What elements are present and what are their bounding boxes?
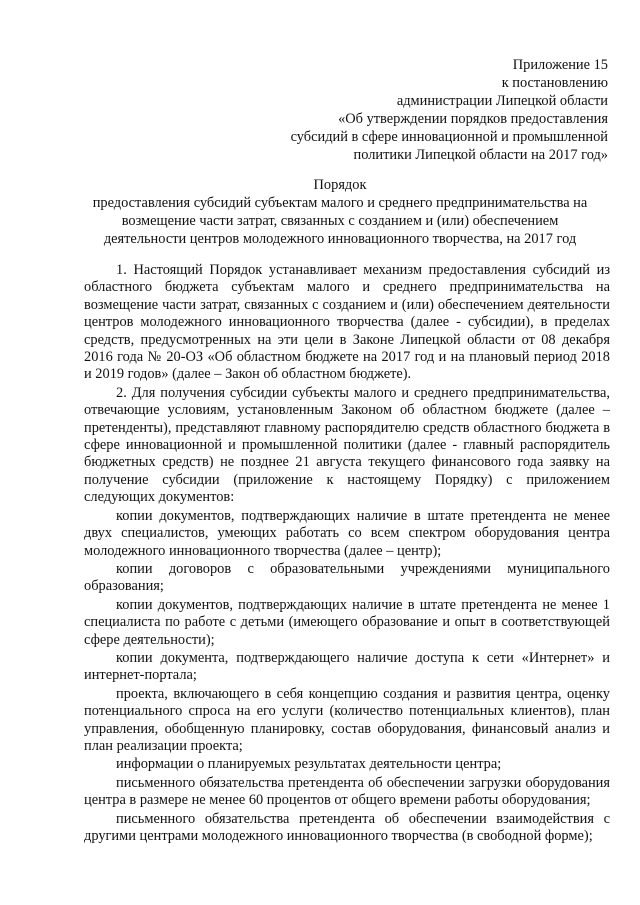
title-line: Порядок [313,177,367,193]
paragraph: 1. Настоящий Порядок устанавливает механизм предоставления субсидий из областного бюджета субъектам малого и среднего предпринимательства на возмещение части затрат, связанных с созданием и (или) обеспечением деятельности центров молодежного инновационного творчества (далее - субсидии), в пределах средств, предусмотренных на эти цели в Законе Липецкой области от 08 декабря 2016 года № 20-ОЗ «Об областном бюджете на 2017 год и на плановый период 2018 и 2019 годов» (далее – Закон об областном бюджете). [84,262,610,383]
paragraph: 2. Для получения субсидии субъекты малого и среднего предпринимательства, отвечающие условиям, установленным Законом об областном бюджете (далее – претенденты), представляют главному распорядителю средств областного бюджета в сфере инновационной и промышленной политики (далее - главный распорядитель бюджетных средств) не позднее 21 августа текущего финансового года заявку на получение субсидии (приложение к настоящему Порядку) с приложением следующих документов: [84,384,610,506]
appendix-line: администрации Липецкой области [396,93,608,109]
appendix-line: Приложение 15 [512,57,608,73]
appendix-line: политики Липецкой области на 2017 год» [353,147,608,163]
paragraph: письменного обязательства претендента об обеспечении взаимодействия с другими центрами молодежного инновационного творчества (в свободной форме); [84,810,610,844]
title-line: предоставления субсидий субъектам малого и среднего предпринимательства на [92,195,588,211]
title-line: возмещение части затрат, связанных с созданием и (или) обеспечением [121,213,559,229]
document-title [70,176,610,248]
paragraph: копии документов, подтверждающих наличие в штате претендента не менее 1 специалиста по работе с детьми (имеющего образование и опыт в соответствующей сфере деятельности); [84,596,610,648]
title-line: деятельности центров молодежного инновационного творчества, на 2017 год [103,231,577,247]
paragraph: копии договоров с образовательными учреждениями муниципального образования; [84,560,610,595]
document-body [84,262,610,846]
appendix-line: к постановлению [501,75,608,91]
appendix-header [208,56,608,164]
paragraph: копии документа, подтверждающего наличие доступа к сети «Интернет» и интернет-портала; [84,649,610,684]
paragraph: письменного обязательства претендента об обеспечении загрузки оборудования центра в размере не менее 60 процентов от общего времени работы оборудования; [84,774,610,809]
paragraph: копии документов, подтверждающих наличие в штате претендента не менее двух специалистов, умеющих работать со всем спектром оборудования центра молодежного инновационного творчества (далее – центр); [84,507,610,559]
paragraph: проекта, включающего в себя концепцию создания и развития центра, оценку потенциального спроса на его услуги (количество потенциальных клиентов), план управления, обобщенную планировку, состав оборудования, финансовый анализ и план реализации проекта; [84,685,610,754]
paragraph: информации о планируемых результатах деятельности центра; [116,756,502,773]
appendix-line: субсидий в сфере инновационной и промышленной [290,129,608,145]
appendix-line: «Об утверждении порядков предоставления [338,111,608,127]
